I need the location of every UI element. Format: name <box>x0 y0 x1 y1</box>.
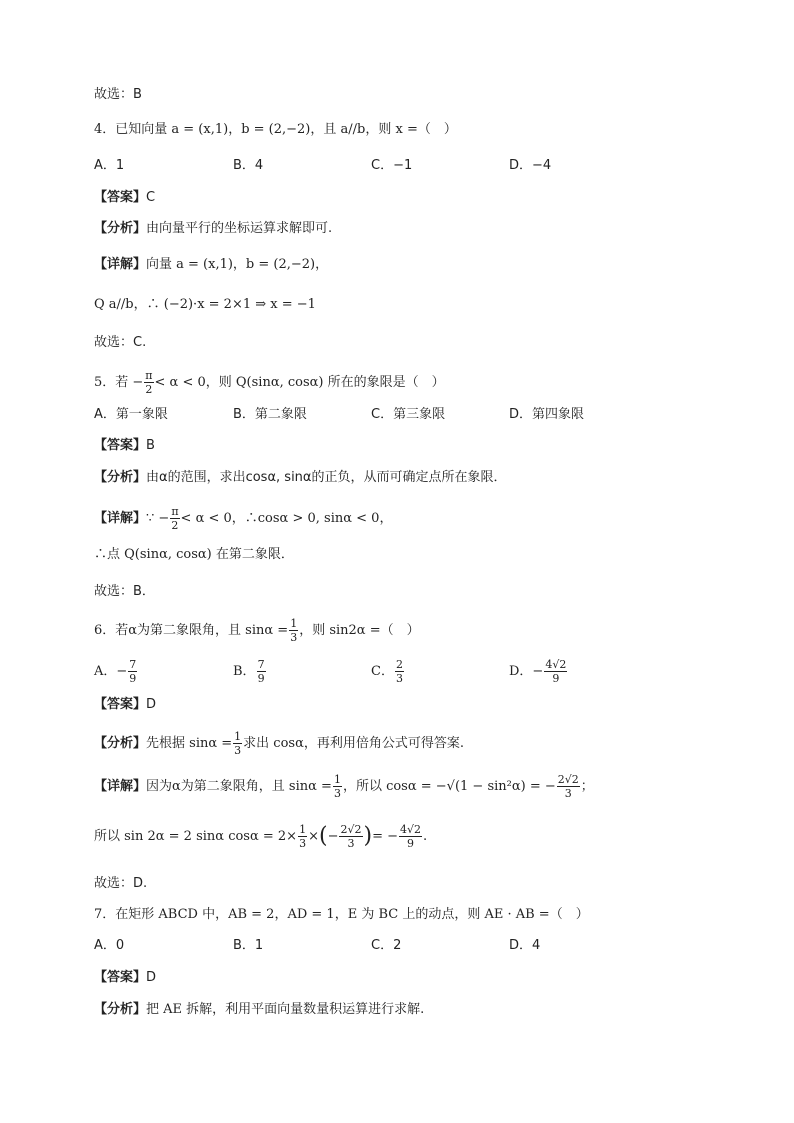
fraction-2root2-3 <box>557 773 580 800</box>
frac-num: 1 <box>234 730 242 743</box>
frac-den: 3 <box>564 787 572 800</box>
q5-conclusion: 故选：B． <box>94 584 155 599</box>
detail-text-a: 因为α为第二象限角，且 sinα = <box>146 779 332 794</box>
analysis-text: 由向量平行的坐标运算求解即可. <box>146 221 333 236</box>
detail-text-a: ∵ − <box>146 511 170 526</box>
analysis-text-a: 先根据 sinα = <box>146 736 233 751</box>
fraction-pi-over-2 <box>170 505 179 532</box>
answer-label: 【答案】 <box>94 697 147 712</box>
prev-answer-line: 故选：B <box>94 87 142 102</box>
q6-conclusion: 故选：D. <box>94 876 148 891</box>
q5-option-d: D．第四象限 <box>509 407 585 422</box>
answer-label: 【答案】 <box>94 970 147 985</box>
frac-den: 3 <box>290 631 298 644</box>
analysis-text: 把 AE 拆解，利用平面向量数量积运算进行求解. <box>146 1002 425 1017</box>
q7-option-d: D．4 <box>509 938 541 953</box>
answer-value: B <box>146 438 155 453</box>
fraction-4root2-9 <box>399 823 422 850</box>
q6-option-c <box>371 658 405 685</box>
q5-option-c: C．第三象限 <box>371 407 446 422</box>
detail-text-c: ； <box>580 779 594 794</box>
q5-analysis <box>94 469 507 487</box>
q7-analysis <box>94 1001 424 1019</box>
answer-label: 【答案】 <box>94 438 147 453</box>
fraction-7-9 <box>257 658 266 685</box>
frac-den: 3 <box>347 837 355 850</box>
analysis-label: 【分析】 <box>94 470 147 485</box>
question-7: 7．在矩形 ABCD 中，AB = 2，AD = 1，E 为 BC 上的动点，则 AE · AB =（ ） <box>94 907 589 922</box>
fraction-pi-over-2 <box>144 369 153 396</box>
q5-text-b: < α < 0，则 Q(sinα, cosα) 所在的象限是（ ） <box>154 375 445 390</box>
question-5 <box>94 369 445 396</box>
q7-answer <box>94 969 156 987</box>
detail-text: 向量 a = (x,1)，b = (2,−2)， <box>146 257 329 272</box>
frac-den: 9 <box>129 672 137 685</box>
frac-num: π <box>171 505 179 518</box>
q5-step: ∴点 Q(sinα, cosα) 在第二象限． <box>94 547 294 562</box>
frac-num: π <box>145 369 153 382</box>
q4-step: Q a//b，∴ (−2)·x = 2×1 ⇒ x = −1 <box>94 297 316 312</box>
detail-text-b: < α < 0，∴cosα > 0, sinα < 0， <box>180 511 393 526</box>
q6-step: 所以 sin 2α = 2 sinα cosα = 2× $\frac{1}{3}$ ×(− $\frac{2√2}{3}$ )= − $\frac{4√2}{9}$ . <box>94 823 428 850</box>
frac-num: 2 <box>395 658 403 671</box>
frac-den: 3 <box>299 837 307 850</box>
fraction-2root2-3 <box>339 823 362 850</box>
frac-den: 9 <box>407 837 415 850</box>
q7-option-a: A．0 <box>94 938 125 953</box>
q5-text-a: 5．若 − <box>94 375 144 390</box>
frac-num: 1 <box>333 773 341 786</box>
q5-detail <box>94 505 392 532</box>
analysis-label: 【分析】 <box>94 736 147 751</box>
answer-value: C <box>146 190 156 205</box>
q5-option-b: B．第二象限 <box>233 407 307 422</box>
detail-label: 【详解】 <box>94 779 147 794</box>
analysis-label: 【分析】 <box>94 221 147 236</box>
answer-value: D <box>146 970 157 985</box>
q6-text-b: ，则 sin2α =（ ） <box>299 623 420 638</box>
q4-option-b: B．4 <box>233 158 264 173</box>
q4-conclusion: 故选：C. <box>94 335 147 350</box>
frac-num: 4√2 <box>400 823 422 836</box>
option-letter: A．− <box>94 664 128 679</box>
fraction-2-3 <box>395 658 404 685</box>
q6-option-d <box>509 658 568 685</box>
option-letter: B． <box>233 664 256 679</box>
frac-num: 4√2 <box>545 658 567 671</box>
fraction-1-3 <box>333 773 342 800</box>
frac-den: 3 <box>395 672 403 685</box>
q4-option-c: C．−1 <box>371 158 413 173</box>
analysis-text: 由α的范围，求出cosα, sinα的正负，从而可确定点所在象限． <box>146 470 507 485</box>
detail-label: 【详解】 <box>94 257 147 272</box>
detail-text-b: ，所以 cosα = −√(1 − sin²α) = − <box>342 779 556 794</box>
q6-option-b <box>233 658 267 685</box>
frac-num: 7 <box>129 658 137 671</box>
q6-text-a: 6．若α为第二象限角，且 sinα = <box>94 623 289 638</box>
q4-option-d: D．−4 <box>509 158 552 173</box>
q6-answer <box>94 696 156 714</box>
frac-num: 2√2 <box>557 773 579 786</box>
q4-detail <box>94 256 328 274</box>
frac-num: 1 <box>299 823 307 836</box>
frac-den: 2 <box>171 519 179 532</box>
close-paren: ) <box>363 823 373 849</box>
q5-answer <box>94 437 155 455</box>
step-text-a: 所以 sin 2α = 2 sinα cosα = 2× <box>94 829 298 844</box>
frac-den: 9 <box>552 672 560 685</box>
step-text-b: × <box>308 829 319 844</box>
fraction-7-9 <box>128 658 137 685</box>
q7-option-c: C．2 <box>371 938 402 953</box>
q7-option-b: B．1 <box>233 938 264 953</box>
step-text-c: = − <box>372 829 399 844</box>
fraction-4root2-9 <box>544 658 567 685</box>
question-4: 4．已知向量 a = (x,1)，b = (2,−2)，且 a//b，则 x =（ ） <box>94 122 457 137</box>
analysis-text-b: 求出 cosα，再利用倍角公式可得答案. <box>243 736 464 751</box>
analysis-label: 【分析】 <box>94 1002 147 1017</box>
q4-analysis <box>94 220 332 238</box>
fraction-1-3 <box>233 730 242 757</box>
question-6 <box>94 617 420 644</box>
q6-detail <box>94 773 594 800</box>
frac-num: 7 <box>257 658 265 671</box>
fraction-1-3 <box>289 617 298 644</box>
frac-den: 3 <box>234 744 242 757</box>
q6-analysis <box>94 730 464 757</box>
q4-answer <box>94 189 155 207</box>
q6-option-a <box>94 658 138 685</box>
fraction-1-3 <box>298 823 307 850</box>
answer-value: D <box>146 697 157 712</box>
q4-option-a: A．1 <box>94 158 125 173</box>
detail-label: 【详解】 <box>94 511 147 526</box>
open-paren: ( <box>318 823 328 849</box>
frac-num: 1 <box>290 617 298 630</box>
option-letter: D．− <box>509 664 544 679</box>
frac-den: 3 <box>333 787 341 800</box>
frac-den: 2 <box>145 383 153 396</box>
frac-num: 2√2 <box>340 823 362 836</box>
frac-den: 9 <box>257 672 265 685</box>
q5-option-a: A．第一象限 <box>94 407 168 422</box>
step-text-d: . <box>423 829 428 844</box>
answer-label: 【答案】 <box>94 190 147 205</box>
option-letter: C． <box>371 664 394 679</box>
